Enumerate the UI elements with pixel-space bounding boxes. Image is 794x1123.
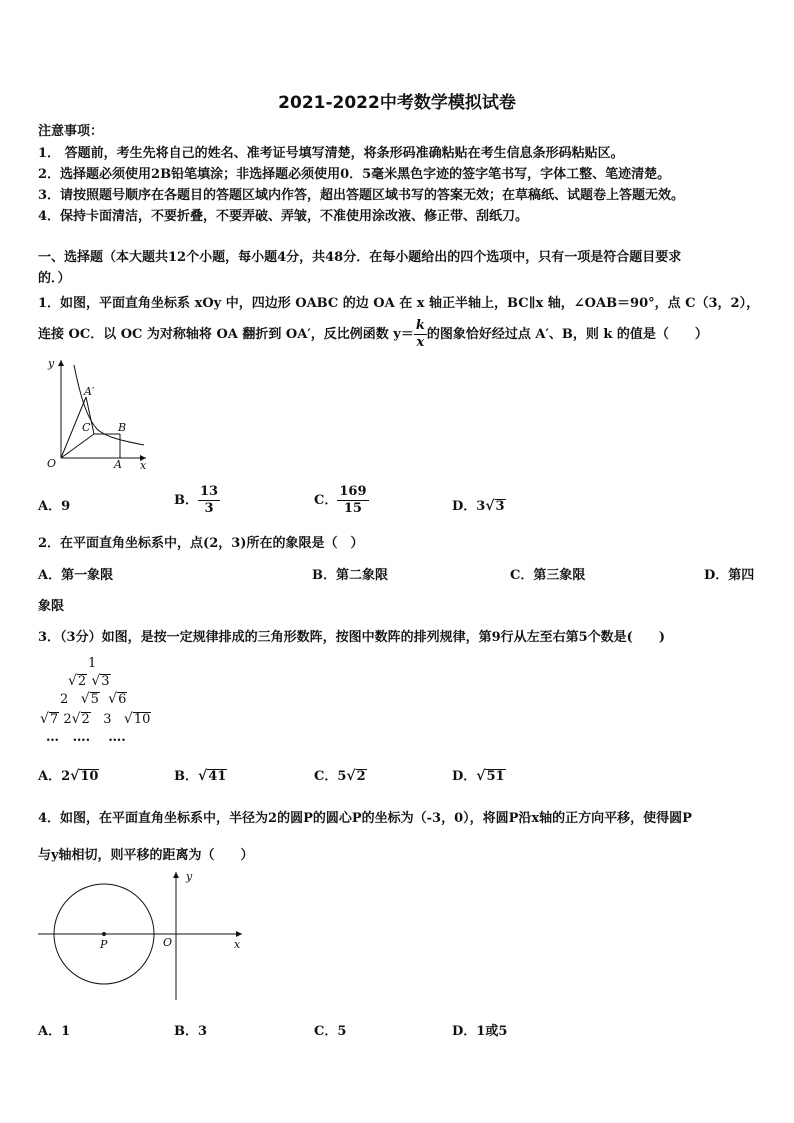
- q4-label-p: P: [100, 938, 108, 951]
- q3-option-b-label: B．: [174, 769, 198, 784]
- q4-option-a: A．1: [38, 1024, 71, 1039]
- q3-row3: [60, 691, 127, 707]
- sqrt-icon: √: [123, 711, 133, 727]
- q3-option-c-radicand: 2: [356, 769, 366, 784]
- q3-r3-b: 5: [90, 692, 99, 707]
- q3-r4-b: 2: [81, 712, 90, 727]
- q4-label-x: x: [234, 938, 241, 951]
- q1-stem-line1: 1．如图，平面直角坐标系 xOy 中，四边形 OABC 的边 OA 在 x 轴正半轴上，BC∥x 轴，∠OAB＝90°，点 C（3，2），: [38, 296, 760, 311]
- notes-heading: 注意事项：: [38, 124, 104, 139]
- q1-option-b-label: B．: [174, 493, 198, 508]
- q4-option-b: B．3: [174, 1024, 208, 1039]
- q1-label-a-prime: A′: [84, 385, 95, 398]
- q3-r5-a: …: [46, 730, 59, 745]
- q3-r3-a: 2: [60, 692, 69, 707]
- q1-stem-post: 的图象恰好经过点 A′、B，则 k 的值是（ ）: [426, 327, 708, 342]
- q3-r2-a: 2: [77, 674, 87, 689]
- q3-option-a-label: A．2: [38, 769, 71, 784]
- q4-stem-line2: 与y轴相切，则平移的距离为（ ）: [38, 848, 254, 863]
- q1-option-b: [174, 484, 220, 517]
- q1-label-y: y: [48, 357, 55, 370]
- sqrt-icon: √: [476, 768, 486, 784]
- note-item-1: 1． 答题前，考生先将自己的姓名、准考证号填写清楚，将条形码准确粘贴在考生信息条形码粘贴区。: [38, 146, 624, 161]
- sqrt-icon: √: [68, 673, 77, 689]
- q3-option-d-radicand: 51: [486, 769, 505, 784]
- q1-label-c: C: [82, 421, 91, 434]
- q3-r4-a: 7: [49, 712, 59, 727]
- q1-option-d: [452, 495, 506, 514]
- note-item-3: 3．请按照题号顺序在各题目的答题区域内作答，超出答题区域书写的答案无效；在草稿纸、试题卷上答题无效。: [38, 188, 685, 203]
- q1-option-d-label: D．3: [452, 499, 486, 514]
- q1-stem-pre: 连接 OC．以 OC 为对称轴将 OA 翻折到 OA′，反比例函数 y＝: [38, 327, 414, 342]
- q3-stem: 3．（3分）如图，是按一定规律排成的三角形数阵，按图中数阵的排列规律，第9行从左至右第5个数是( ): [38, 630, 665, 645]
- q2-stem: 2．在平面直角坐标系中，点(2，3)所在的象限是（ ）: [38, 536, 364, 551]
- q3-row5: [46, 730, 126, 745]
- q3-option-b: [174, 765, 227, 784]
- q3-r4-d: 10: [133, 712, 151, 727]
- q1-option-b-num: 13: [200, 484, 219, 499]
- q1-frac-den: x: [416, 335, 425, 350]
- q3-row2: [68, 673, 111, 689]
- q1-option-b-frac: [198, 484, 220, 517]
- sqrt-icon: √: [80, 691, 90, 707]
- sqrt-icon: √: [485, 498, 495, 514]
- q1-option-c-num: 169: [339, 484, 367, 499]
- q4-option-c: C．5: [314, 1024, 347, 1039]
- q4-option-d: D．1或5: [452, 1024, 508, 1039]
- q3-r3-c: 6: [118, 692, 127, 707]
- q3-option-c: [314, 765, 367, 784]
- q4-stem-line1: 4．如图，在平面直角坐标系中，半径为2的圆P的圆心P的坐标为（-3，0），将圆P沿x轴的正方向平移，使得圆P: [38, 811, 692, 826]
- q1-option-c-label: C．: [314, 493, 338, 508]
- q1-option-b-den: 3: [204, 501, 214, 516]
- exam-title: 2021-2022中考数学模拟试卷: [278, 93, 516, 113]
- q1-option-a: A．9: [38, 499, 71, 514]
- q3-option-c-label: C．5: [314, 769, 347, 784]
- q1-frac-num: k: [415, 318, 425, 333]
- sqrt-icon: √: [70, 768, 80, 784]
- q1-option-c-den: 15: [343, 501, 362, 516]
- q3-r5-c: ….: [108, 730, 126, 745]
- q3-r5-b: ….: [72, 730, 91, 745]
- section-heading-line1: 一、选择题（本大题共12个小题，每小题4分，共48分．在每小题给出的四个选项中，只有一项是符合题目要求: [38, 250, 682, 265]
- note-item-4: 4．保持卡面清洁，不要折叠，不要弄破、弄皱，不准使用涂改液、修正带、刮纸刀。: [38, 209, 529, 224]
- sqrt-icon: √: [40, 711, 49, 727]
- q3-option-a-radicand: 10: [80, 769, 99, 784]
- q1-stem-line2: [38, 318, 708, 351]
- q1-option-c-frac: [337, 484, 368, 517]
- q3-option-d-label: D．: [452, 769, 477, 784]
- q2-option-d-wrap: 象限: [38, 599, 65, 614]
- q1-fraction: [414, 318, 427, 351]
- q1-label-o: O: [47, 457, 57, 470]
- sqrt-icon: √: [71, 711, 81, 727]
- sqrt-icon: √: [198, 768, 208, 784]
- q1-option-c: [314, 484, 369, 517]
- q1-label-b: B: [118, 421, 127, 434]
- q3-option-b-radicand: 41: [208, 769, 227, 784]
- q3-option-a: [38, 765, 99, 784]
- q3-row4: [40, 711, 151, 727]
- q4-label-o: O: [163, 936, 173, 949]
- q2-option-a: A．第一象限: [38, 568, 114, 583]
- q3-r4-c: 3: [103, 712, 112, 727]
- sqrt-icon: √: [91, 673, 101, 689]
- q1-label-x: x: [140, 459, 147, 472]
- q2-option-c: C．第三象限: [510, 568, 586, 583]
- section-heading-line2: 的．）: [38, 271, 71, 286]
- q3-r2-b: 3: [101, 674, 110, 689]
- q2-option-b: B．第二象限: [312, 568, 388, 583]
- q4-figure: [36, 868, 251, 1006]
- q3-option-d: [452, 765, 506, 784]
- sqrt-icon: √: [346, 768, 356, 784]
- q3-r4-b-coef: 2: [63, 712, 72, 727]
- q1-figure: [36, 355, 156, 475]
- note-item-2: 2．选择题必须使用2B铅笔填涂；非选择题必须使用0．5毫米黑色字迹的签字笔书写，字体工整、笔迹清楚。: [38, 167, 671, 182]
- q3-row1: 1: [88, 656, 97, 671]
- sqrt-icon: √: [108, 691, 118, 707]
- q1-label-a: A: [114, 458, 122, 471]
- q1-option-d-radicand: 3: [495, 499, 505, 514]
- q2-option-d: D．第四: [704, 568, 755, 583]
- q4-label-y: y: [186, 870, 193, 883]
